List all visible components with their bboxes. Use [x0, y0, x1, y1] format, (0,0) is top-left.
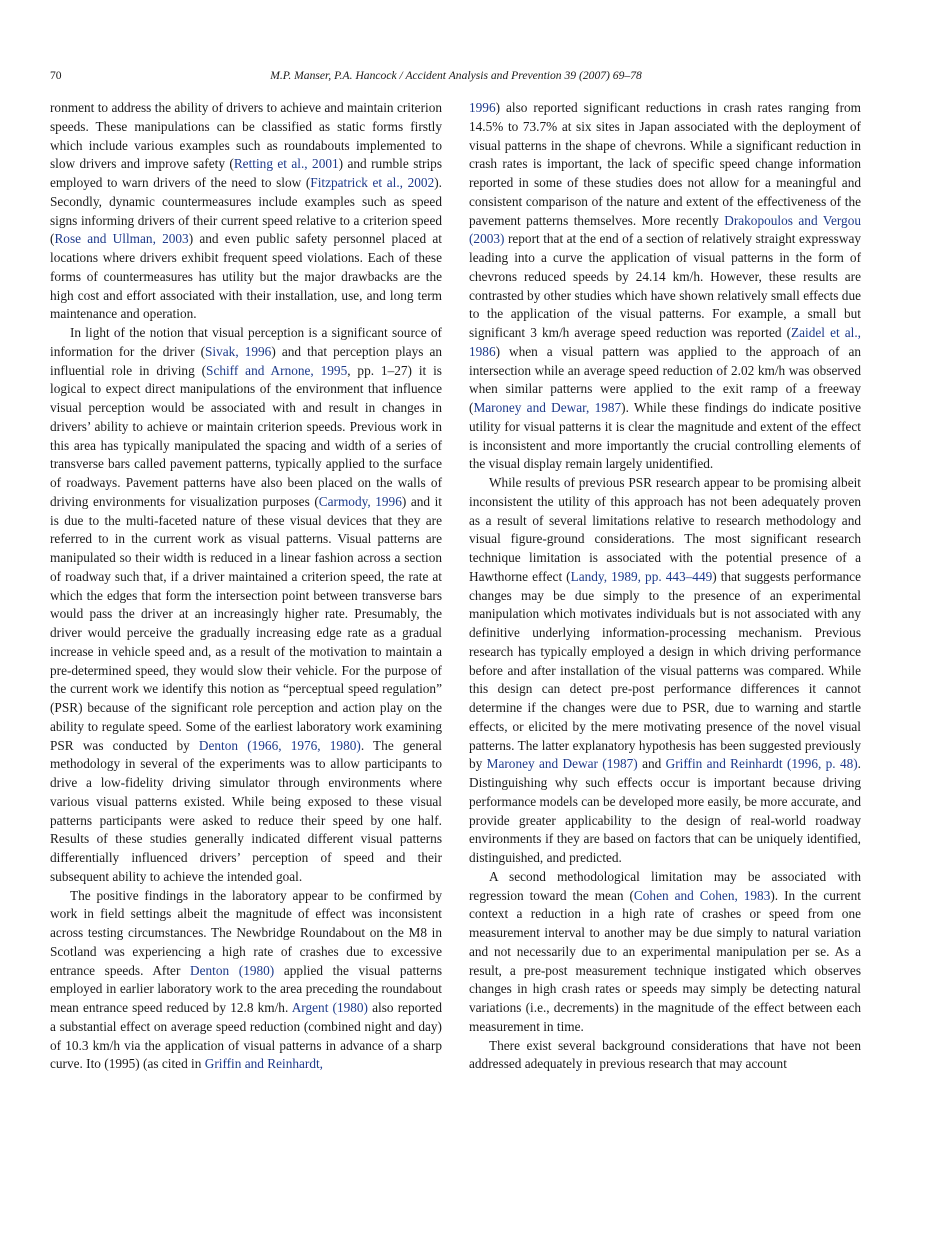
- body-text: ) and it is due to the multi-faceted nature of these visual devices that they are referred to in the current work as visual patterns. Visual patterns are manipulated so their width is reduced in a linear fashion across a section of roadway such that, if a driver maintained a criterion speed, the rate at which the edges that form the intersection point between transverse bars would pass the driver at an increasingly higher rate. Presumably, the driver would perceive the gradually increasing edge rate as a gradual increase in vehicle speed and, as a result of the motivation to maintain a pre-determined speed, they would slow their vehicle. For the purpose of the current work we identify this notion as “perceptual speed regulation” (PSR) because of the significant role perception and action play on the ability to regulate speed. Some of the earliest laboratory work examining PSR was conducted by: [50, 493, 442, 753]
- body-text: ronment to address the ability of drivers to achieve and maintain criterion speeds. These manipulations can be classified as static forms firstly which include various examples such as roundabouts implemented to slow drivers and improve safety (: [50, 100, 442, 172]
- body-text: . Distinguishing why such effects occur is important because driving performance models can be developed more easily, be more accurate, and provide greater applicability to the design of real-world roadway environments if they are based on factors that can be uniquely identified, distinguished, and predicted.: [469, 756, 861, 865]
- citation-link[interactable]: Denton (1980): [190, 962, 275, 978]
- body-text: and: [637, 756, 666, 772]
- body-text: ) and that perception plays an influential role in driving (: [50, 343, 443, 378]
- body-text: ) and rumble strips employed to warn drivers of the need to slow (: [50, 156, 443, 190]
- body-text: report that at the end of a section of relatively straight expressway leading into a curve the application of visual patterns in the form of chevrons reduced speeds by 24.14 km/h. However, these results are contrasted by other studies which have shown relatively small effects due to the application of the visual patterns. For example, a small but significant 3 km/h average speed reduction was reported (: [469, 231, 861, 340]
- citation-link[interactable]: Retting et al., 2001: [233, 156, 339, 172]
- page-number: 70: [50, 69, 62, 82]
- paragraph: [469, 1037, 861, 1075]
- body-text: The positive findings in the laboratory appear to be confirmed by work in field settings albeit the magnitude of effect was inconsistent across testing circumstances. The Newbridge Roundabout on the M8 in Scotland was experiencing a high rate of crashes due to excessive entrance speeds. After: [50, 887, 442, 978]
- body-text: ) and even public safety personnel placed at locations where drivers exhibit frequent speed violations. Each of these forms of countermeasures has utility but the major drawbacks are the high cost and effort associated with their installation, use, and long term maintenance and operation.: [50, 231, 442, 322]
- citation-link[interactable]: Cohen and Cohen, 1983: [633, 887, 771, 903]
- citation-link[interactable]: Maroney and Dewar (1987): [486, 756, 638, 772]
- body-text: ) when a visual pattern was applied to the approach of an intersection while an average speed reduction of 2.02 km/h was observed when similar patterns were applied to the exit ramp of a freeway (: [469, 343, 861, 415]
- citation-link[interactable]: Rose and Ullman, 2003: [54, 231, 189, 247]
- body-text: . The general methodology in several of the experiments was to allow participants to drive a low-fidelity driving simulator through environments where various visual patterns existed. While being exposed to these visual patterns participants were asked to reduce their speed by one half. Results of these studies generally indicated different visual patterns differentially influenced drivers’ perception of speed and their subsequent ability to achieve the intended goal.: [50, 737, 443, 884]
- citation-link[interactable]: Carmody, 1996: [318, 493, 402, 509]
- citation-link[interactable]: Zaidel et al., 1986: [469, 325, 862, 359]
- body-text: While results of previous PSR research appear to be promising albeit inconsistent the utility of this approach has not been adequately proven as a result of several limitations relative to research methodology and visual figure-ground considerations. The most significant research technique limitation is associated with the potential presence of a Hawthorne effect (: [469, 475, 861, 584]
- citation-link[interactable]: Sivak, 1996: [205, 343, 272, 359]
- page-header: [50, 68, 862, 84]
- body-text: ) also reported significant reductions in crash rates ranging from 14.5% to 73.7% at six sites in Japan associated with the deployment of visual patterns in the shape of chevrons. While a significant reduction in crash rates is important, the lack of specific speed change information reported in some of these studies does not allow for a meaningful and consistent comparison of the nature and extent of the effectiveness of the pavement patterns themselves. More recently: [469, 100, 861, 228]
- body-text: ). In the current context a reduction in a high rate of crashes or speed from one measurement interval to another may be due simply to natural variation and not necessarily due to an experimental manipulation per se. As a result, a pre-post measurement technique instigated which observes changes in high crash rates or speeds may simply be detecting natural variations (i.e., decrements) in the magnitude of the effect between each measurement in time.: [469, 887, 861, 1034]
- body-text: ). Secondly, dynamic countermeasures include examples such as speed signs informing drivers of their current speed relative to a criterion speed (: [50, 175, 442, 247]
- citation-link[interactable]: Griffin and Reinhardt (1996, p. 48): [665, 756, 858, 772]
- body-text: ) that suggests performance changes may be due simply to the presence of an experimental manipulation which motivates individuals but is not associated with any definitive underlying information-processing mechanism. Previous research has typically employed a design in which driving performance before and after installation of the visual patterns was compared. While this design can detect pre-post performance differences it cannot determine if the changes were due to PSR, due to warning and startle effects, or elicited by the mere motivating presence of the novel visual patterns. The latter explanatory hypothesis has been suggested previously by: [469, 568, 861, 772]
- paragraph: [469, 868, 861, 1037]
- citation-link[interactable]: Griffin and Reinhardt,: [204, 1056, 324, 1072]
- body-text: ). While these findings do indicate positive utility for visual patterns it is clear the magnitude and extent of the effect is inconsistent and more importantly the crucial controlling elements of the visual display remain largely unidentified.: [469, 400, 861, 472]
- citation-link[interactable]: Fitzpatrick et al., 2002: [310, 175, 435, 190]
- paragraph: [50, 887, 442, 1075]
- citation-link[interactable]: Drakopoulos and Vergou (2003): [469, 212, 861, 247]
- paragraph: [50, 99, 442, 324]
- citation-link[interactable]: Maroney and Dewar, 1987: [473, 400, 622, 415]
- right-column: [469, 99, 861, 1074]
- citation-link[interactable]: 1996: [469, 100, 496, 115]
- citation-link[interactable]: Landy, 1989, pp. 443–449: [570, 568, 713, 584]
- left-column: [50, 99, 442, 1074]
- citation-link[interactable]: Schiff and Arnone, 1995: [206, 362, 348, 378]
- body-text: There exist several background considerations that have not been addressed adequately in previous research that may account: [469, 1037, 861, 1072]
- body-text: , pp. 1–27) it is logical to expect direct manipulations of the environment that influence visual perception would be associated with and result in changes in drivers’ ability to achieve or maintain criterion speeds. Previous work in this area has typically manipulated the spacing and width of a series of transverse bars called pavement patterns, typically applied to the surface of roadways. Pavement patterns have also been placed on the walls of driving environments for visualization purposes (: [50, 362, 442, 509]
- body-text: In light of the notion that visual perception is a significant source of information for the driver (: [50, 325, 442, 359]
- body-text: also reported a substantial effect on average speed reduction (combined night and day) of 10.3 km/h via the application of visual patterns in advance of a sharp curve. Ito (1995) (as cited in: [50, 1000, 442, 1072]
- running-head: M.P. Manser, P.A. Hancock / Accident Analysis and Prevention 39 (2007) 69–78: [270, 69, 642, 82]
- body-text: A second methodological limitation may be associated with regression toward the mean (: [469, 868, 861, 903]
- citation-link[interactable]: Argent (1980): [291, 1000, 368, 1015]
- paragraph: [469, 474, 861, 868]
- body-text: applied the visual patterns employed in earlier laboratory work to the area preceding the roundabout mean entrance speed reduced by 12.8 km/h.: [50, 962, 443, 1015]
- paragraph: [469, 99, 861, 474]
- citation-link[interactable]: Denton (1966, 1976, 1980): [198, 737, 361, 753]
- paragraph: [50, 324, 442, 887]
